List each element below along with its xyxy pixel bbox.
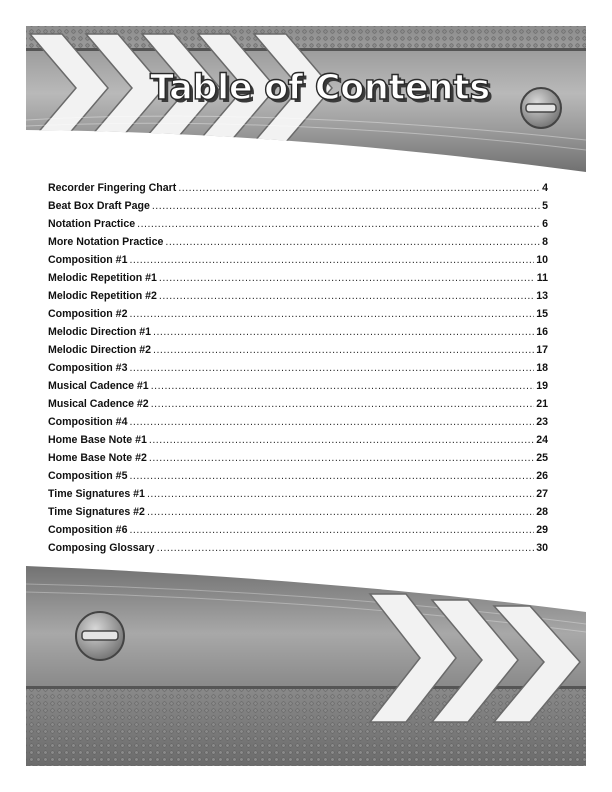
toc-entry-title: More Notation Practice xyxy=(48,236,164,248)
dot-leader xyxy=(151,380,535,392)
toc-entry xyxy=(48,182,548,200)
dot-leader xyxy=(153,326,534,338)
toc-entry-title: Musical Cadence #1 xyxy=(48,380,149,392)
toc-entry-page: 13 xyxy=(536,290,548,302)
toc-entry-page: 18 xyxy=(536,362,548,374)
toc-entry-title: Home Base Note #1 xyxy=(48,434,147,446)
toc-entry-title: Melodic Repetition #1 xyxy=(48,272,157,284)
dot-leader xyxy=(159,290,534,302)
toc-entry xyxy=(48,344,548,362)
toc-entry-title: Melodic Repetition #2 xyxy=(48,290,157,302)
dot-leader xyxy=(149,452,534,464)
toc-entry-title: Composition #1 xyxy=(48,254,128,266)
toc-entry-page: 5 xyxy=(542,200,548,212)
toc-entry xyxy=(48,290,548,308)
toc-entry-title: Time Signatures #2 xyxy=(48,506,145,518)
toc-entry-title: Musical Cadence #2 xyxy=(48,398,149,410)
toc-entry xyxy=(48,416,548,434)
toc-entry xyxy=(48,434,548,452)
toc-entry-title: Composing Glossary xyxy=(48,542,155,554)
dot-leader xyxy=(151,398,535,410)
toc-entry-title: Home Base Note #2 xyxy=(48,452,147,464)
dot-leader xyxy=(149,434,534,446)
dot-leader xyxy=(129,416,534,428)
dot-leader xyxy=(157,542,535,554)
toc-entry xyxy=(48,488,548,506)
toc-entry xyxy=(48,398,548,416)
toc-entry-page: 23 xyxy=(536,416,548,428)
toc-entry-page: 29 xyxy=(536,524,548,536)
toc-entry-page: 8 xyxy=(542,236,548,248)
toc-entry-title: Composition #2 xyxy=(48,308,128,320)
toc-entry xyxy=(48,200,548,218)
toc-entry xyxy=(48,236,548,254)
toc-entry-page: 15 xyxy=(536,308,548,320)
dot-leader xyxy=(152,200,540,212)
toc-entry-page: 21 xyxy=(536,398,548,410)
toc-entry-page: 10 xyxy=(536,254,548,266)
toc-entry-title: Time Signatures #1 xyxy=(48,488,145,500)
dot-leader xyxy=(147,506,534,518)
toc-entry xyxy=(48,218,548,236)
dot-leader xyxy=(165,236,540,248)
toc-entry xyxy=(48,524,548,542)
toc-entry-page: 30 xyxy=(536,542,548,554)
toc-entry-page: 26 xyxy=(536,470,548,482)
dot-leader xyxy=(129,254,534,266)
dot-leader xyxy=(129,362,534,374)
dot-leader xyxy=(129,308,534,320)
toc-entry xyxy=(48,542,548,560)
dot-leader xyxy=(129,470,534,482)
toc-entry-title: Melodic Direction #1 xyxy=(48,326,152,338)
toc-entry xyxy=(48,254,548,272)
dot-leader xyxy=(159,272,535,284)
dot-leader xyxy=(147,488,534,500)
toc-entry-title: Composition #6 xyxy=(48,524,128,536)
toc-entry xyxy=(48,380,548,398)
toc-entry-page: 4 xyxy=(542,182,548,194)
toc-entry xyxy=(48,470,548,488)
dot-leader xyxy=(153,344,534,356)
toc-entry-page: 24 xyxy=(536,434,548,446)
toc-entry-page: 27 xyxy=(536,488,548,500)
page-title: Table of Contents xyxy=(150,68,490,108)
dot-leader xyxy=(137,218,540,230)
toc-entry-page: 28 xyxy=(536,506,548,518)
toc-entry-page: 17 xyxy=(536,344,548,356)
toc-entry xyxy=(48,362,548,380)
toc-entry-title: Composition #5 xyxy=(48,470,128,482)
toc-entry-page: 6 xyxy=(542,218,548,230)
toc-entry-title: Notation Practice xyxy=(48,218,136,230)
toc-entry-title: Melodic Direction #2 xyxy=(48,344,152,356)
toc-entry xyxy=(48,272,548,290)
toc-entry-title: Beat Box Draft Page xyxy=(48,200,150,212)
toc-entry xyxy=(48,506,548,524)
toc-entry-title: Recorder Fingering Chart xyxy=(48,182,177,194)
toc-entry-page: 25 xyxy=(536,452,548,464)
table-of-contents xyxy=(48,182,548,560)
toc-entry xyxy=(48,326,548,344)
toc-entry-page: 19 xyxy=(536,380,548,392)
toc-entry-page: 16 xyxy=(536,326,548,338)
toc-entry xyxy=(48,452,548,470)
toc-entry xyxy=(48,308,548,326)
bottom-banner xyxy=(26,560,586,770)
toc-entry-page: 11 xyxy=(536,272,548,284)
toc-entry-title: Composition #4 xyxy=(48,416,128,428)
dot-leader xyxy=(129,524,534,536)
toc-entry-title: Composition #3 xyxy=(48,362,128,374)
dot-leader xyxy=(178,182,540,194)
